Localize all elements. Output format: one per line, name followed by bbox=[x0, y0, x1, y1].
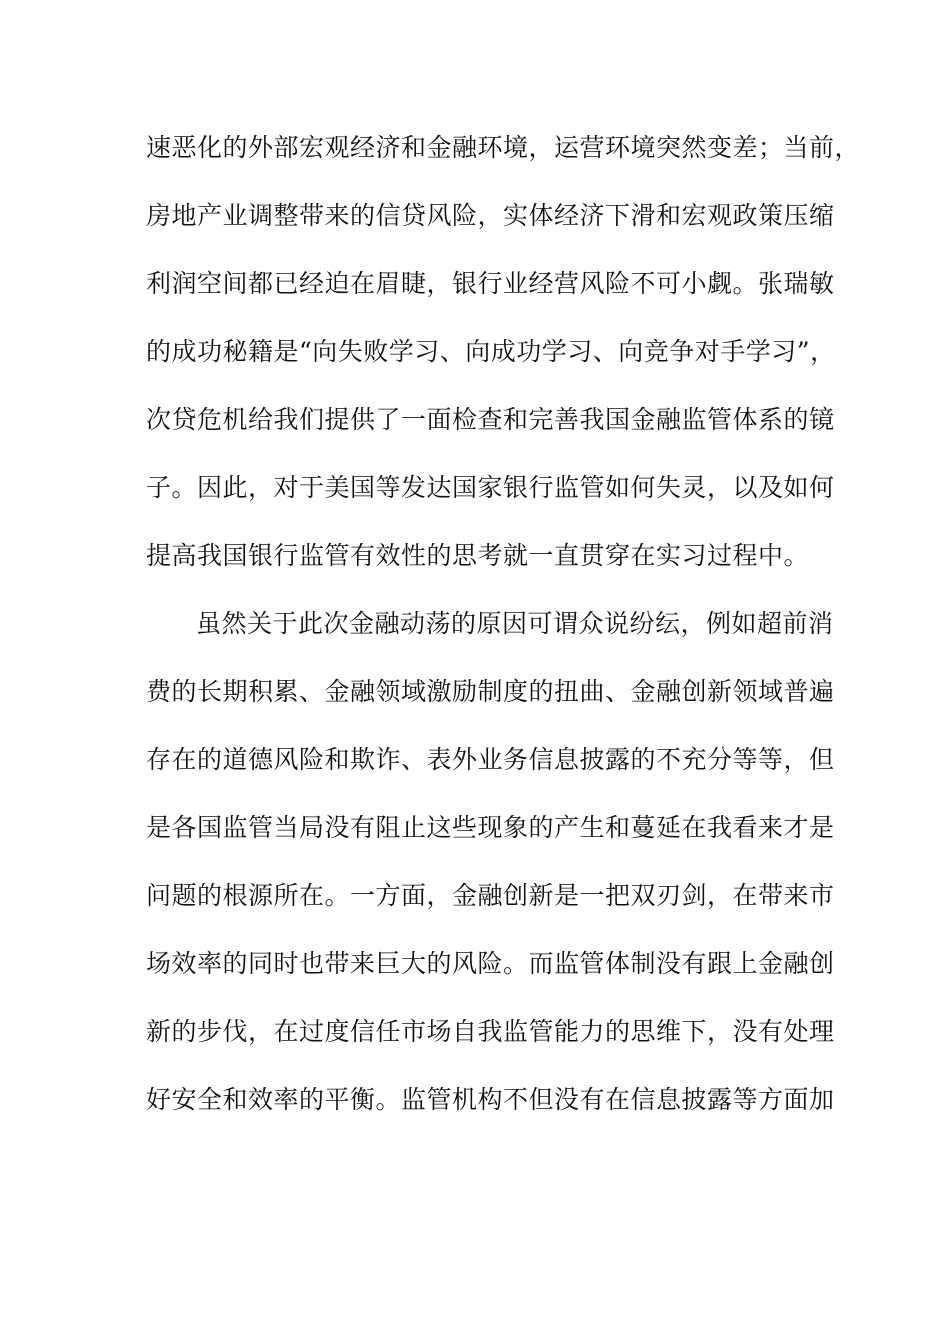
text-line: 问题的根源所在。一方面，金融创新是一把双刃剑，在带来市 bbox=[146, 881, 835, 910]
text-line: 好安全和效率的平衡。监管机构不但没有在信息披露等方面加 bbox=[146, 1085, 835, 1114]
text-line: 利润空间都已经迫在眉睫，银行业经营风险不可小觑。张瑞敏 bbox=[146, 269, 835, 298]
text-line: 费的长期积累、金融领域激励制度的扭曲、金融创新领域普遍 bbox=[146, 677, 835, 706]
text-line: 场效率的同时也带来巨大的风险。而监管体制没有跟上金融创 bbox=[146, 949, 835, 978]
text-line: 存在的道德风险和欺诈、表外业务信息披露的不充分等等，但 bbox=[146, 745, 835, 774]
text-line: 次贷危机给我们提供了一面检查和完善我国金融监管体系的镜 bbox=[146, 405, 835, 434]
text-line: 房地产业调整带来的信贷风险，实体经济下滑和宏观政策压缩 bbox=[146, 201, 835, 230]
text-line: 提高我国银行监管有效性的思考就一直贯穿在实习过程中。 bbox=[146, 541, 810, 570]
text-line: 的成功秘籍是“向失败学习、向成功学习、向竞争对手学习”， bbox=[146, 337, 836, 366]
text-line: 子。因此，对于美国等发达国家银行监管如何失灵，以及如何 bbox=[146, 473, 835, 502]
body-text bbox=[146, 128, 861, 1148]
paragraph-1 bbox=[146, 128, 861, 604]
text-line: 虽然关于此次金融动荡的原因可谓众说纷纭，例如超前消 bbox=[196, 609, 834, 638]
text-line: 速恶化的外部宏观经济和金融环境，运营环境突然变差；当前， bbox=[146, 133, 861, 162]
text-line: 是各国监管当局没有阻止这些现象的产生和蔓延在我看来才是 bbox=[146, 813, 835, 842]
text-line: 新的步伐，在过度信任市场自我监管能力的思维下，没有处理 bbox=[146, 1017, 835, 1046]
paragraph-2 bbox=[146, 604, 835, 1148]
